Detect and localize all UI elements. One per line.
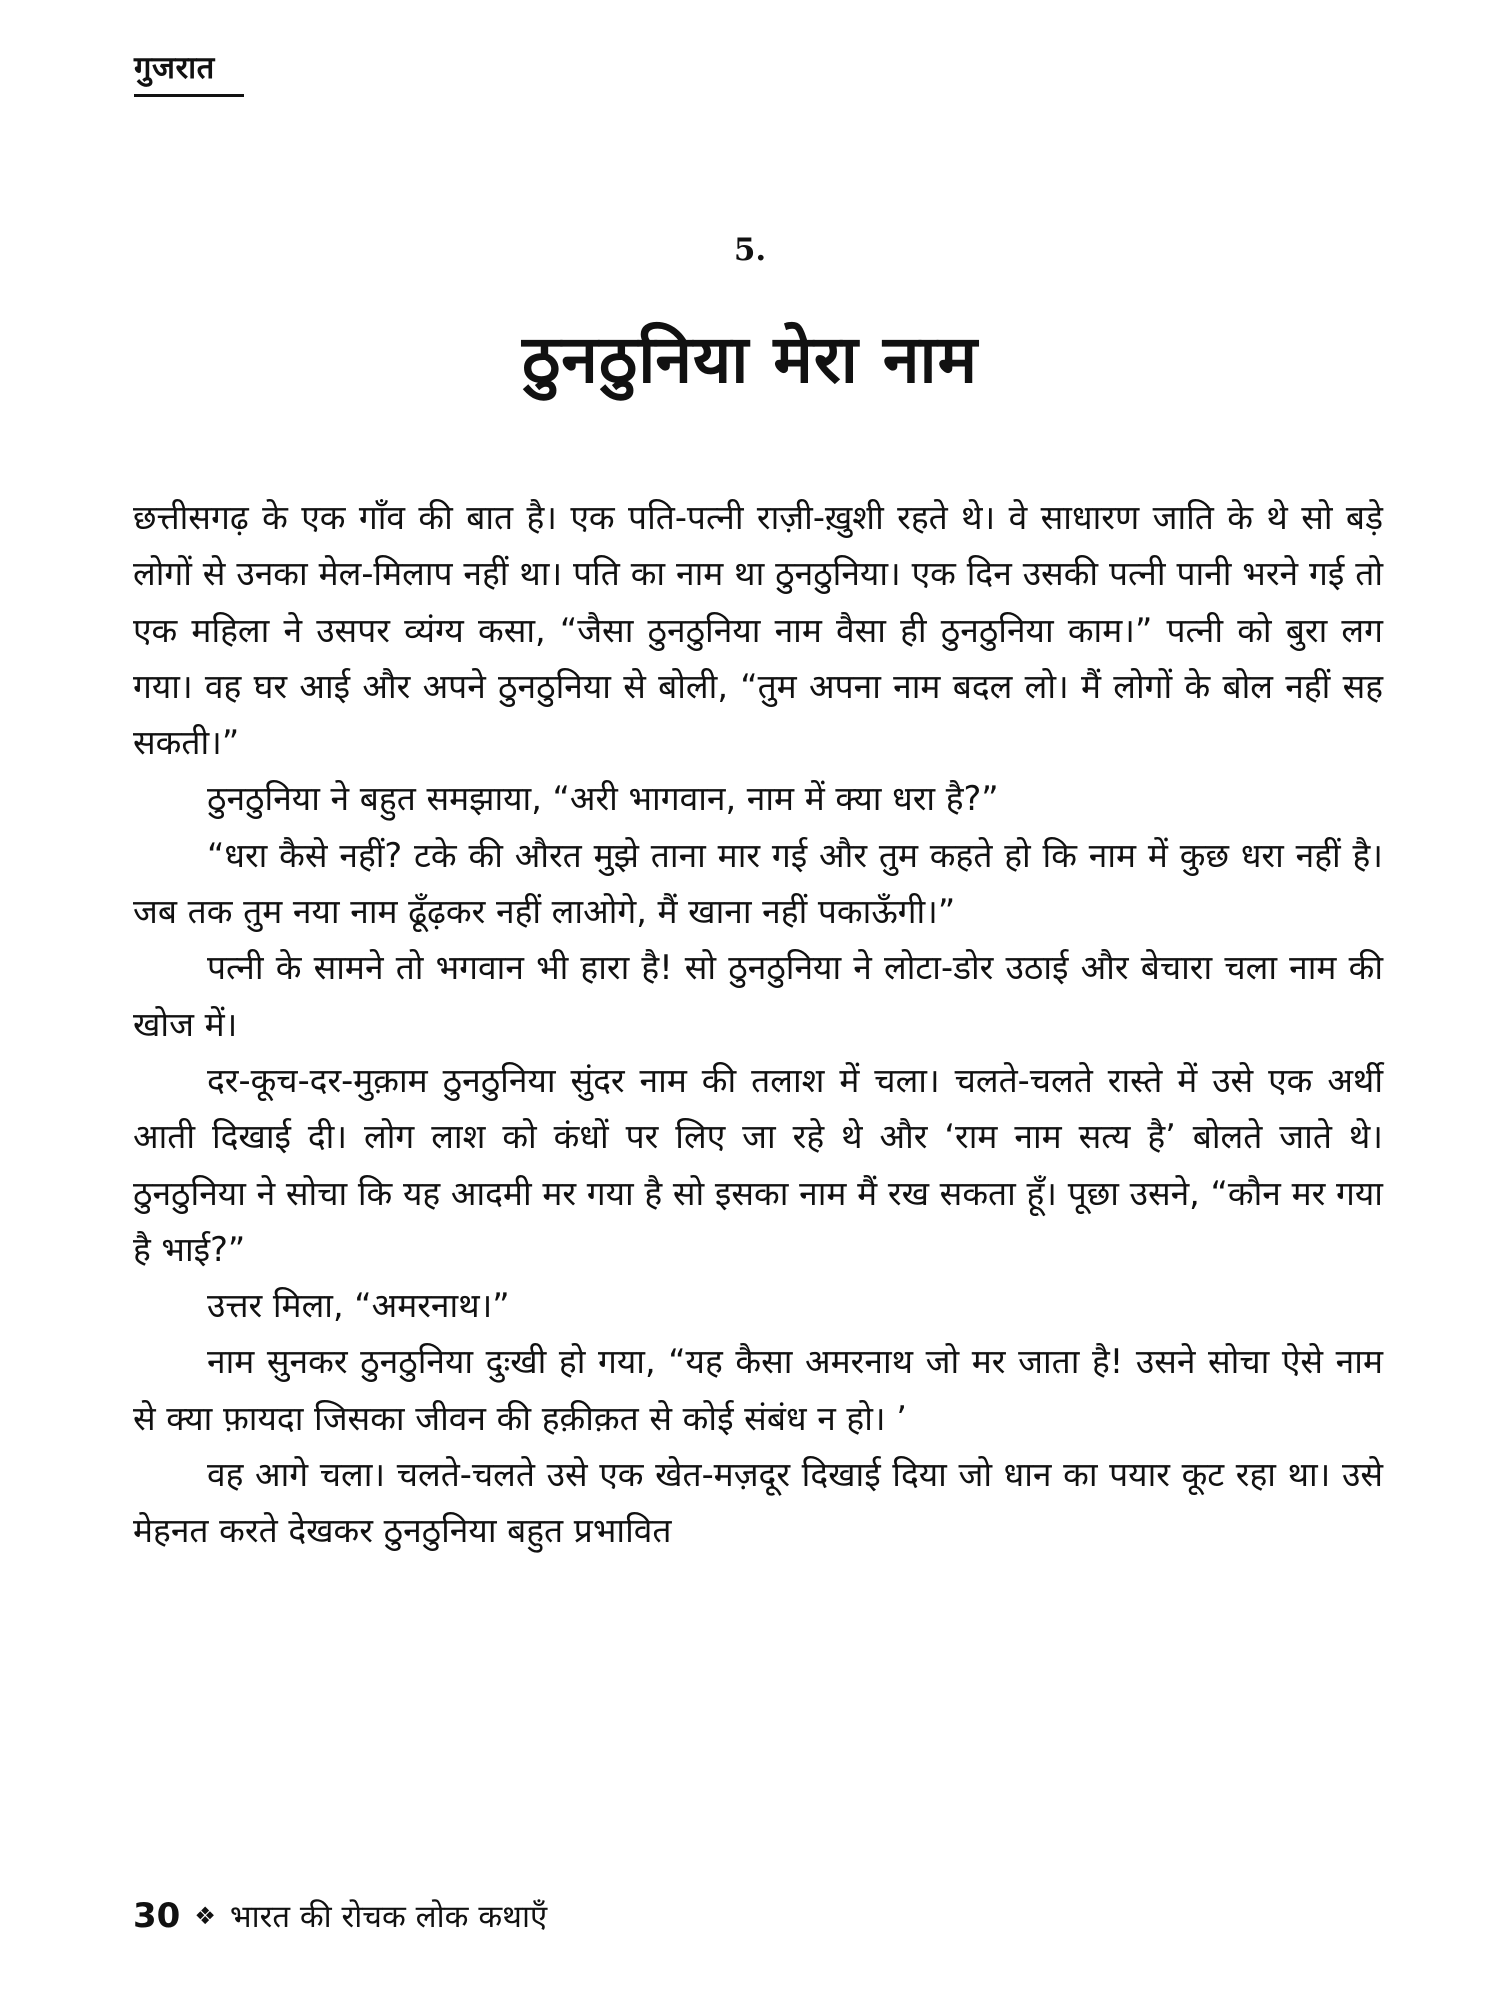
page-number: 30 xyxy=(133,1896,181,1936)
running-header-underline xyxy=(134,94,244,97)
paragraph: छत्तीसगढ़ के एक गाँव की बात है। एक पति-पत्नी राज़ी-ख़ुशी रहते थे। वे साधारण जाति के थे सो बड़े लोगों से उनका मेल-मिलाप नहीं था। पति का नाम था ठुनठुनिया। एक दिन उसकी पत्नी पानी भरने गई तो एक महिला ने उसपर व्यंग्य कसा, “जैसा ठुनठुनिया नाम वैसा ही ठुनठुनिया काम।” पत्नी को बुरा लग गया। वह घर आई और अपने ठुनठुनिया से बोली, “तुम अपना नाम बदल लो। मैं लोगों के बोल नहीं सह सकती।” xyxy=(133,498,1383,763)
book-title: भारत की रोचक लोक कथाएँ xyxy=(229,1899,548,1935)
chapter-number: 5. xyxy=(733,232,767,268)
paragraph: नाम सुनकर ठुनठुनिया दुःखी हो गया, “यह कैसा अमरनाथ जो मर जाता है! उसने सोचा ऐसे नाम से क्या फ़ायदा जिसका जीवन की हक़ीक़त से कोई संबंध न हो। ’ xyxy=(133,1342,1383,1438)
paragraph: पत्नी के सामने तो भगवान भी हारा है! सो ठुनठुनिया ने लोटा-डोर उठाई और बेचारा चला नाम की खोज में। xyxy=(133,948,1383,1044)
paragraph: वह आगे चला। चलते-चलते उसे एक खेत-मज़दूर दिखाई दिया जो धान का पयार कूट रहा था। उसे मेहनत करते देखकर ठुनठुनिया बहुत प्रभावित xyxy=(133,1455,1383,1551)
chapter-title: ठुनठुनिया मेरा नाम xyxy=(521,321,979,398)
paragraph: उत्तर मिला, “अमरनाथ।” xyxy=(207,1286,510,1326)
page-footer xyxy=(133,1895,547,1937)
paragraph: ठुनठुनिया ने बहुत समझाया, “अरी भागवान, नाम में क्या धरा है?” xyxy=(207,779,999,819)
running-header-title: गुजरात xyxy=(134,50,215,86)
paragraph: “धरा कैसे नहीं? टके की औरत मुझे ताना मार गई और तुम कहते हो कि नाम में कुछ धरा नहीं है। जब तक तुम नया नाम ढूँढ़कर नहीं लाओगे, मैं खाना नहीं पकाऊँगी।” xyxy=(133,835,1383,932)
running-header xyxy=(134,46,244,97)
story-body xyxy=(133,490,1383,1560)
paragraph: दर-कूच-दर-मुक़ाम ठुनठुनिया सुंदर नाम की तलाश में चला। चलते-चलते रास्ते में उसे एक अर्थी आती दिखाई दी। लोग लाश को कंधों पर लिए जा रहे थे और ‘राम नाम सत्य है’ बोलते जाते थे। ठुनठुनिया ने सोचा कि यह आदमी मर गया है सो इसका नाम मैं रख सकता हूँ। पूछा उसने, “कौन मर गया है भाई?” xyxy=(133,1060,1383,1269)
diamond-ornament-icon: ❖ xyxy=(194,1902,216,1930)
